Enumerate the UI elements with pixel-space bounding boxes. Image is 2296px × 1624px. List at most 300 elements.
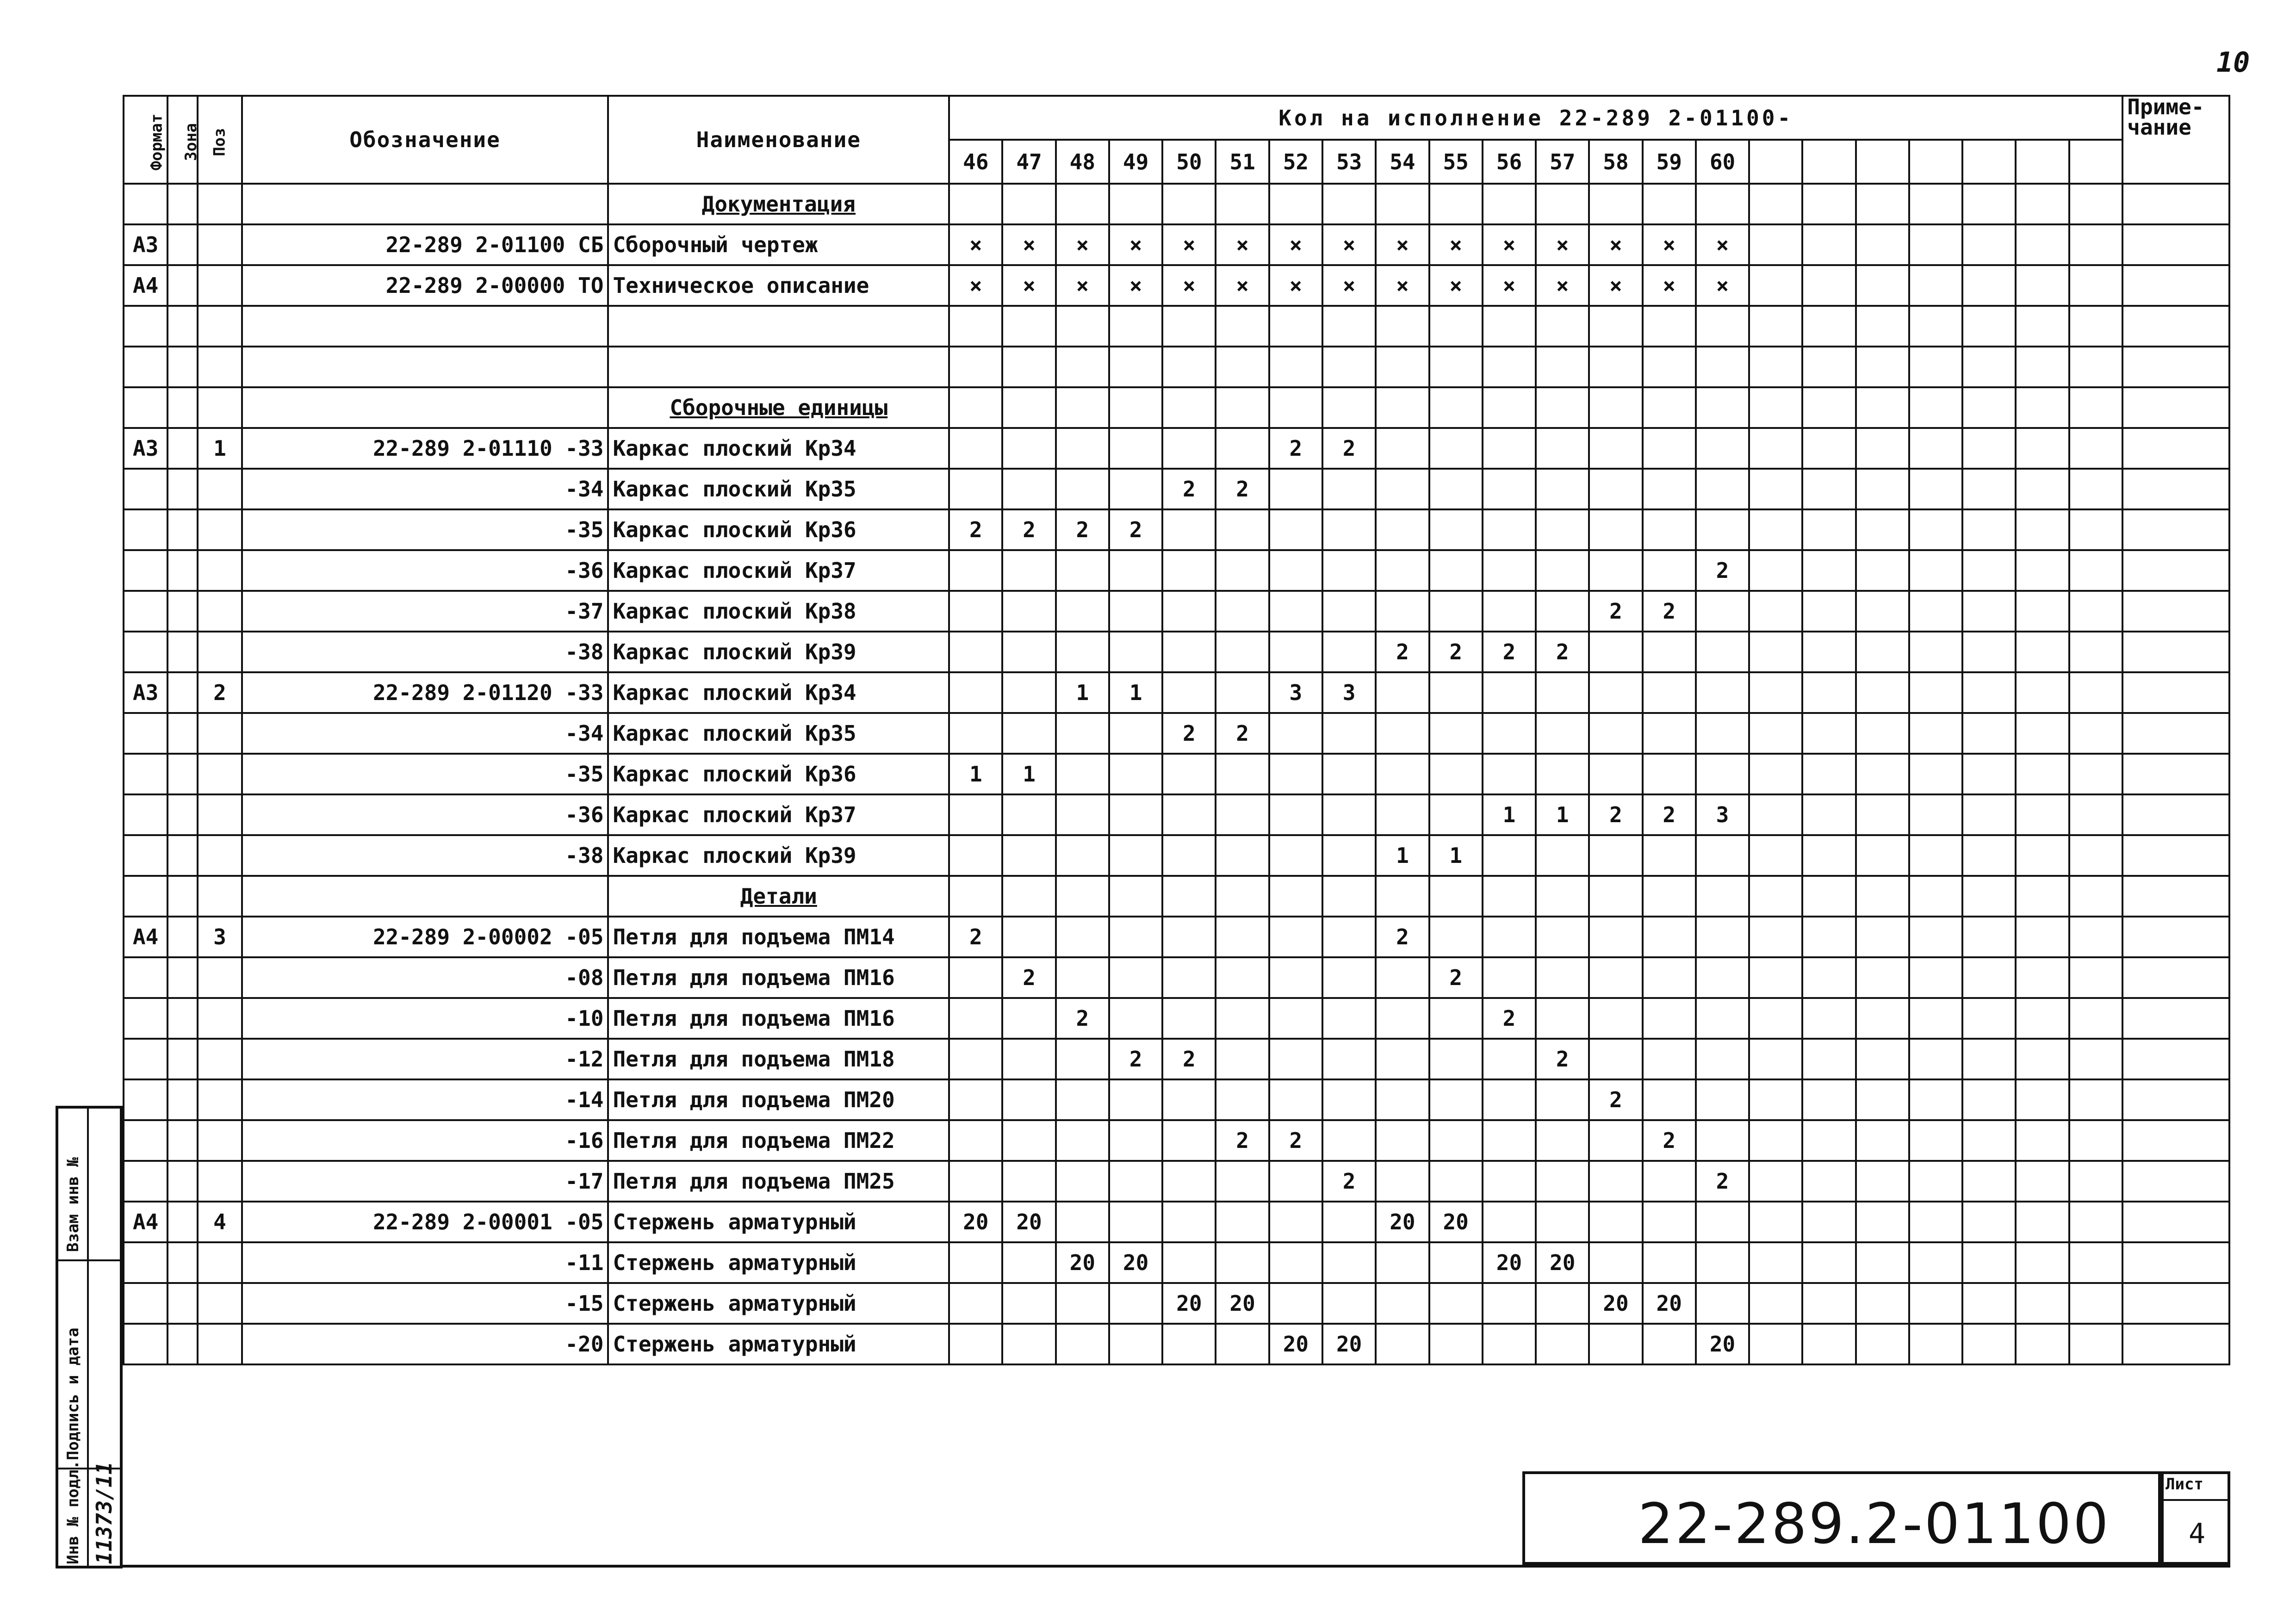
qty-cell [2016, 998, 2069, 1039]
zone-cell [168, 591, 198, 632]
note-cell [2122, 387, 2229, 428]
qty-cell [1216, 550, 1269, 591]
qty-cell [2069, 998, 2123, 1039]
pos-cell: 1 [198, 428, 242, 469]
qty-cell: × [1162, 224, 1216, 265]
qty-cell [2016, 428, 2069, 469]
qty-cell [1696, 387, 1749, 428]
qty-cell [1429, 184, 1483, 224]
qty-cell: × [1483, 265, 1536, 306]
qty-cell [949, 632, 1002, 672]
qty-cell [1536, 1283, 1589, 1324]
qty-cell [1162, 428, 1216, 469]
qty-cell [1002, 347, 1055, 387]
qty-cell [1376, 306, 1429, 347]
qty-cell [1483, 1324, 1536, 1364]
qty-cell [1109, 184, 1162, 224]
qty-cell [1696, 347, 1749, 387]
pos-cell [198, 1120, 242, 1161]
qty-cell [1856, 550, 1909, 591]
qty-cell [2016, 347, 2069, 387]
qty-cell [1162, 1161, 1216, 1202]
qty-cell [1696, 184, 1749, 224]
pos-cell [198, 1283, 242, 1324]
qty-cell: 2 [1269, 428, 1322, 469]
qty-cell [1696, 1039, 1749, 1079]
qty-cell: × [949, 224, 1002, 265]
qty-cell [1962, 265, 2016, 306]
name-cell: Сборочный чертеж [608, 224, 949, 265]
qty-cell: 20 [949, 1202, 1002, 1242]
variant-header: 48 [1056, 140, 1109, 184]
qty-cell [1589, 835, 1642, 876]
qty-cell [1802, 428, 1855, 469]
designation-cell: -34 [242, 713, 608, 754]
qty-cell [1483, 713, 1536, 754]
qty-cell [2016, 184, 2069, 224]
qty-cell [949, 1120, 1002, 1161]
qty-cell [1536, 184, 1589, 224]
name-cell: Каркас плоский Кр34 [608, 672, 949, 713]
designation-cell: -35 [242, 754, 608, 794]
header-designation: Обозначение [242, 96, 608, 184]
table-row [124, 1242, 2229, 1283]
qty-cell [2069, 387, 2123, 428]
qty-cell [949, 306, 1002, 347]
designation-cell: -17 [242, 1161, 608, 1202]
qty-cell [2016, 1120, 2069, 1161]
variant-header: 58 [1589, 140, 1642, 184]
format-cell [124, 1283, 168, 1324]
qty-cell [1162, 1242, 1216, 1283]
qty-cell: × [1269, 265, 1322, 306]
qty-cell [1589, 387, 1642, 428]
qty-cell [2069, 224, 2123, 265]
name-cell: Каркас плоский Кр39 [608, 632, 949, 672]
qty-cell [1802, 998, 1855, 1039]
qty-cell [1802, 469, 1855, 509]
qty-cell [1162, 1079, 1216, 1120]
format-cell [124, 1242, 168, 1283]
zone-cell [168, 469, 198, 509]
qty-cell [1269, 591, 1322, 632]
qty-cell [1749, 591, 1802, 632]
qty-cell [1856, 713, 1909, 754]
qty-cell [2069, 957, 2123, 998]
qty-cell [1109, 591, 1162, 632]
qty-cell [1962, 835, 2016, 876]
qty-cell [1856, 1039, 1909, 1079]
variant-header-empty [1962, 140, 2016, 184]
zone-cell [168, 917, 198, 957]
qty-cell [1589, 509, 1642, 550]
note-cell [2122, 550, 2229, 591]
name-cell: Стержень арматурный [608, 1283, 949, 1324]
qty-cell [1749, 184, 1802, 224]
name-cell: Каркас плоский Кр37 [608, 794, 949, 835]
format-cell: А4 [124, 1202, 168, 1242]
qty-cell [1909, 998, 1962, 1039]
qty-cell [1376, 876, 1429, 917]
qty-cell: 1 [1056, 672, 1109, 713]
qty-cell [1376, 184, 1429, 224]
qty-cell [2069, 632, 2123, 672]
format-cell [124, 632, 168, 672]
qty-cell [1802, 224, 1855, 265]
qty-cell [1483, 1120, 1536, 1161]
qty-cell [1002, 550, 1055, 591]
qty-cell [1802, 794, 1855, 835]
qty-cell [1002, 672, 1055, 713]
qty-cell: × [1322, 224, 1376, 265]
qty-cell [2069, 306, 2123, 347]
qty-cell [2016, 713, 2069, 754]
qty-cell [1909, 306, 1962, 347]
designation-cell [242, 876, 608, 917]
qty-cell [1589, 754, 1642, 794]
note-cell [2122, 1039, 2229, 1079]
format-cell [124, 1039, 168, 1079]
qty-cell: 2 [1162, 1039, 1216, 1079]
qty-cell [949, 184, 1002, 224]
qty-cell [1802, 509, 1855, 550]
qty-cell [949, 998, 1002, 1039]
qty-cell [1162, 550, 1216, 591]
qty-cell: 20 [1376, 1202, 1429, 1242]
qty-cell [2069, 347, 2123, 387]
designation-cell: -16 [242, 1120, 608, 1161]
qty-cell [1483, 957, 1536, 998]
qty-cell [1056, 632, 1109, 672]
qty-cell [1536, 469, 1589, 509]
qty-cell [1162, 672, 1216, 713]
name-cell: Петля для подъема ПМ22 [608, 1120, 949, 1161]
qty-cell [1856, 1079, 1909, 1120]
header-zone: Зона [168, 96, 198, 184]
qty-cell [1962, 672, 2016, 713]
qty-cell [1802, 672, 1855, 713]
qty-cell [1483, 509, 1536, 550]
qty-cell [1162, 917, 1216, 957]
qty-cell [1749, 550, 1802, 591]
qty-cell [1483, 1079, 1536, 1120]
qty-cell: 2 [1056, 998, 1109, 1039]
table-row [124, 632, 2229, 672]
table-row [124, 1202, 2229, 1242]
name-cell: Каркас плоский Кр38 [608, 591, 949, 632]
qty-cell [1856, 672, 1909, 713]
qty-cell: 2 [1483, 998, 1536, 1039]
qty-cell [1749, 1283, 1802, 1324]
qty-cell: 1 [1002, 754, 1055, 794]
qty-cell [1696, 672, 1749, 713]
qty-cell [1802, 1039, 1855, 1079]
format-cell: А3 [124, 224, 168, 265]
zone-cell [168, 1039, 198, 1079]
qty-cell [1802, 876, 1855, 917]
qty-cell [949, 876, 1002, 917]
sheet-label: Лист [2166, 1475, 2203, 1494]
qty-cell [1962, 1120, 2016, 1161]
qty-cell [1962, 1039, 2016, 1079]
table-row [124, 347, 2229, 387]
format-cell [124, 347, 168, 387]
sheet-divider [2161, 1499, 2230, 1501]
qty-cell [1643, 387, 1696, 428]
qty-cell [1749, 469, 1802, 509]
qty-cell [1909, 754, 1962, 794]
designation-cell: -08 [242, 957, 608, 998]
qty-cell: 20 [1109, 1242, 1162, 1283]
qty-cell [1162, 347, 1216, 387]
qty-cell [1376, 1283, 1429, 1324]
qty-cell [1696, 469, 1749, 509]
qty-cell [1589, 1039, 1642, 1079]
qty-cell [1162, 184, 1216, 224]
qty-cell [1589, 632, 1642, 672]
qty-cell [1162, 794, 1216, 835]
qty-cell [1002, 469, 1055, 509]
qty-cell [1856, 265, 1909, 306]
qty-cell [1536, 957, 1589, 998]
qty-cell: 1 [1376, 835, 1429, 876]
qty-cell: 20 [1483, 1242, 1536, 1283]
name-cell: Петля для подъема ПМ14 [608, 917, 949, 957]
qty-cell [1056, 428, 1109, 469]
qty-cell [1536, 428, 1589, 469]
qty-cell: 2 [1589, 794, 1642, 835]
qty-cell [1856, 469, 1909, 509]
qty-cell [1483, 835, 1536, 876]
qty-cell [1269, 184, 1322, 224]
qty-cell [1002, 428, 1055, 469]
qty-cell [2069, 1161, 2123, 1202]
designation-cell: -36 [242, 550, 608, 591]
qty-cell [1376, 998, 1429, 1039]
qty-cell [1376, 1324, 1429, 1364]
qty-cell [1002, 387, 1055, 428]
zone-cell [168, 1079, 198, 1120]
qty-cell [1216, 754, 1269, 794]
qty-cell [1109, 1120, 1162, 1161]
name-cell: Каркас плоский Кр35 [608, 469, 949, 509]
qty-cell [1269, 794, 1322, 835]
qty-cell [1002, 1039, 1055, 1079]
table-row [124, 469, 2229, 509]
designation-cell: -14 [242, 1079, 608, 1120]
qty-cell [2069, 469, 2123, 509]
qty-cell [1643, 1202, 1696, 1242]
pos-cell [198, 1242, 242, 1283]
qty-cell [2069, 265, 2123, 306]
qty-cell [1269, 632, 1322, 672]
qty-cell [1322, 1202, 1376, 1242]
qty-cell [2016, 876, 2069, 917]
zone-cell [168, 1324, 198, 1364]
variant-header-empty [1749, 140, 1802, 184]
qty-cell [1483, 917, 1536, 957]
designation-cell: 22-289 2-00002 -05 [242, 917, 608, 957]
qty-cell [2069, 1120, 2123, 1161]
zone-cell [168, 754, 198, 794]
table-row [124, 1283, 2229, 1324]
qty-cell [1856, 1283, 1909, 1324]
qty-cell [1802, 1202, 1855, 1242]
note-cell [2122, 509, 2229, 550]
qty-cell [1056, 1324, 1109, 1364]
qty-cell: 1 [1483, 794, 1536, 835]
variant-header: 49 [1109, 140, 1162, 184]
qty-cell [1749, 1039, 1802, 1079]
qty-cell [1802, 1161, 1855, 1202]
pos-cell [198, 835, 242, 876]
variant-header: 56 [1483, 140, 1536, 184]
zone-cell [168, 509, 198, 550]
qty-cell [1909, 224, 1962, 265]
name-cell: Петля для подъема ПМ25 [608, 1161, 949, 1202]
designation-cell: -36 [242, 794, 608, 835]
qty-cell [1589, 713, 1642, 754]
variant-header-empty [1802, 140, 1855, 184]
qty-cell [1376, 509, 1429, 550]
qty-cell [1216, 1039, 1269, 1079]
qty-cell [2016, 632, 2069, 672]
qty-cell [1536, 1120, 1589, 1161]
section-heading: Сборочные единицы [608, 387, 949, 428]
qty-cell [1109, 632, 1162, 672]
qty-cell [2016, 957, 2069, 998]
qty-cell [1589, 1324, 1642, 1364]
note-cell [2122, 632, 2229, 672]
qty-cell: × [1322, 265, 1376, 306]
note-cell [2122, 347, 2229, 387]
qty-cell: × [1589, 224, 1642, 265]
qty-cell [1643, 509, 1696, 550]
qty-cell: 20 [1589, 1283, 1642, 1324]
qty-cell [949, 428, 1002, 469]
note-cell [2122, 184, 2229, 224]
qty-cell [1216, 632, 1269, 672]
pos-cell [198, 1324, 242, 1364]
qty-cell [1109, 428, 1162, 469]
qty-cell [2069, 672, 2123, 713]
format-cell [124, 957, 168, 998]
qty-cell [1802, 917, 1855, 957]
format-cell [124, 754, 168, 794]
zone-cell [168, 265, 198, 306]
qty-cell [1429, 672, 1483, 713]
qty-cell [1269, 1202, 1322, 1242]
qty-cell [1002, 1324, 1055, 1364]
table-row [124, 1039, 2229, 1079]
qty-cell [1429, 917, 1483, 957]
qty-cell [1749, 794, 1802, 835]
qty-cell [1056, 1161, 1109, 1202]
page-number: 10 [2216, 46, 2250, 79]
qty-cell [1749, 428, 1802, 469]
pos-cell: 4 [198, 1202, 242, 1242]
qty-cell [1056, 184, 1109, 224]
qty-cell [949, 713, 1002, 754]
qty-cell [1056, 754, 1109, 794]
qty-cell [1376, 713, 1429, 754]
qty-cell [1962, 713, 2016, 754]
qty-cell: × [1643, 265, 1696, 306]
qty-cell [1322, 306, 1376, 347]
qty-cell [949, 469, 1002, 509]
pos-cell [198, 591, 242, 632]
qty-cell [1322, 998, 1376, 1039]
qty-cell [1749, 347, 1802, 387]
qty-cell: × [1216, 224, 1269, 265]
qty-cell [1376, 957, 1429, 998]
zone-cell [168, 184, 198, 224]
qty-cell: 2 [1536, 1039, 1589, 1079]
qty-cell [1429, 1079, 1483, 1120]
qty-cell [1643, 1161, 1696, 1202]
qty-cell [1483, 1202, 1536, 1242]
zone-cell [168, 713, 198, 754]
qty-cell [1376, 347, 1429, 387]
qty-cell [1802, 1283, 1855, 1324]
pos-cell [198, 632, 242, 672]
section-heading: Документация [608, 184, 949, 224]
qty-cell [2069, 713, 2123, 754]
qty-cell [2016, 794, 2069, 835]
qty-cell [1322, 1283, 1376, 1324]
format-cell: А3 [124, 672, 168, 713]
qty-cell: × [1696, 265, 1749, 306]
pos-cell [198, 347, 242, 387]
format-cell [124, 469, 168, 509]
qty-cell [1162, 754, 1216, 794]
qty-cell [1056, 387, 1109, 428]
qty-cell [2069, 1202, 2123, 1242]
qty-cell [1376, 754, 1429, 794]
qty-cell [1056, 591, 1109, 632]
qty-cell [1002, 1079, 1055, 1120]
qty-cell [1376, 1161, 1429, 1202]
qty-cell [1483, 306, 1536, 347]
note-cell [2122, 672, 2229, 713]
qty-cell [1109, 1079, 1162, 1120]
qty-cell [1589, 1242, 1642, 1283]
qty-cell [1269, 998, 1322, 1039]
qty-cell [1109, 1283, 1162, 1324]
name-cell: Стержень арматурный [608, 1324, 949, 1364]
qty-cell [1589, 876, 1642, 917]
qty-cell [1216, 917, 1269, 957]
qty-cell [1643, 876, 1696, 917]
qty-cell: 2 [1216, 1120, 1269, 1161]
qty-cell [1749, 957, 1802, 998]
designation-cell: -38 [242, 632, 608, 672]
table-row [124, 591, 2229, 632]
pos-cell [198, 876, 242, 917]
qty-cell [2016, 1161, 2069, 1202]
qty-cell [1109, 794, 1162, 835]
table-row [124, 428, 2229, 469]
pos-cell [198, 754, 242, 794]
qty-cell [1109, 1202, 1162, 1242]
note-cell [2122, 917, 2229, 957]
designation-cell: -38 [242, 835, 608, 876]
qty-cell [1909, 1202, 1962, 1242]
qty-cell [1962, 957, 2016, 998]
format-cell [124, 835, 168, 876]
qty-cell [2016, 917, 2069, 957]
qty-cell [1002, 1242, 1055, 1283]
